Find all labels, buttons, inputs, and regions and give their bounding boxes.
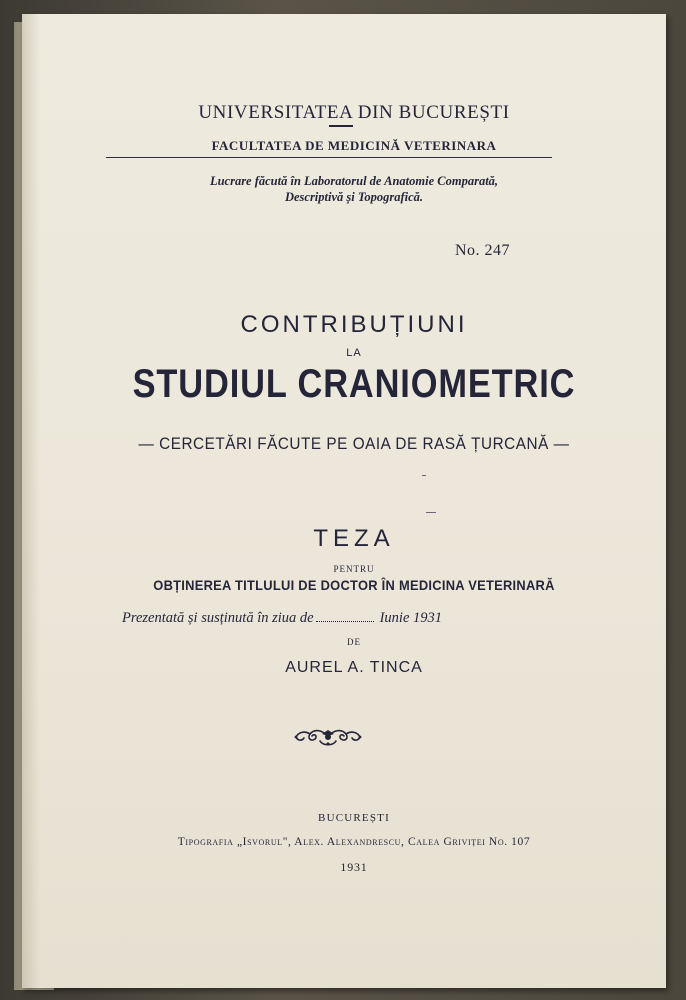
pentru-label: PENTRU	[333, 564, 375, 574]
presentation-prefix: Prezentată și susținută în ziua de	[122, 610, 314, 626]
laboratory-line-2: Descriptivă și Topografică.	[284, 190, 424, 204]
imprint-city: BUCUREȘTI	[318, 812, 390, 824]
university-name: UNIVERSITATEA DIN BUCUREȘTI	[198, 102, 510, 123]
faculty-name: FACULTATEA DE MEDICINĂ VETERINARA	[211, 138, 497, 153]
subtitle: — CERCETĂRI FĂCUTE PE OAIA DE RASĂ ȚURCANĂ —	[138, 434, 570, 453]
title-line-1: CONTRIBUȚIUNI	[240, 311, 468, 338]
author-name: AUREL A. TINCA	[285, 659, 423, 676]
presentation-date: Iunie 1931	[379, 610, 443, 626]
thesis-number: No. 247	[455, 242, 511, 259]
laboratory-line-1: Lucrare făcută în Laboratorul de Anatomie Comparată,	[209, 174, 499, 188]
document-page	[22, 14, 666, 988]
main-title: STUDIUL CRANIOMETRIC	[132, 362, 576, 406]
thesis-purpose: OBȚINEREA TITLULUI DE DOCTOR ÎN MEDICINA VETERINARĂ	[153, 577, 555, 593]
title-connector: LA	[346, 347, 362, 359]
by-label: DE	[347, 637, 361, 647]
faculty-rule	[106, 157, 552, 158]
imprint-printer: Tipografia „Isvorul", Alex. Alexandrescu, Calea Griviței No. 107	[177, 836, 531, 848]
thesis-heading: TEZA	[313, 525, 395, 552]
university-underline	[329, 125, 353, 127]
imprint-year: 1931	[340, 860, 368, 874]
date-blank	[316, 620, 374, 622]
presentation-line	[122, 610, 442, 627]
print-speck	[426, 512, 436, 513]
fleuron-ornament-icon	[292, 724, 364, 750]
print-speck	[422, 475, 426, 476]
